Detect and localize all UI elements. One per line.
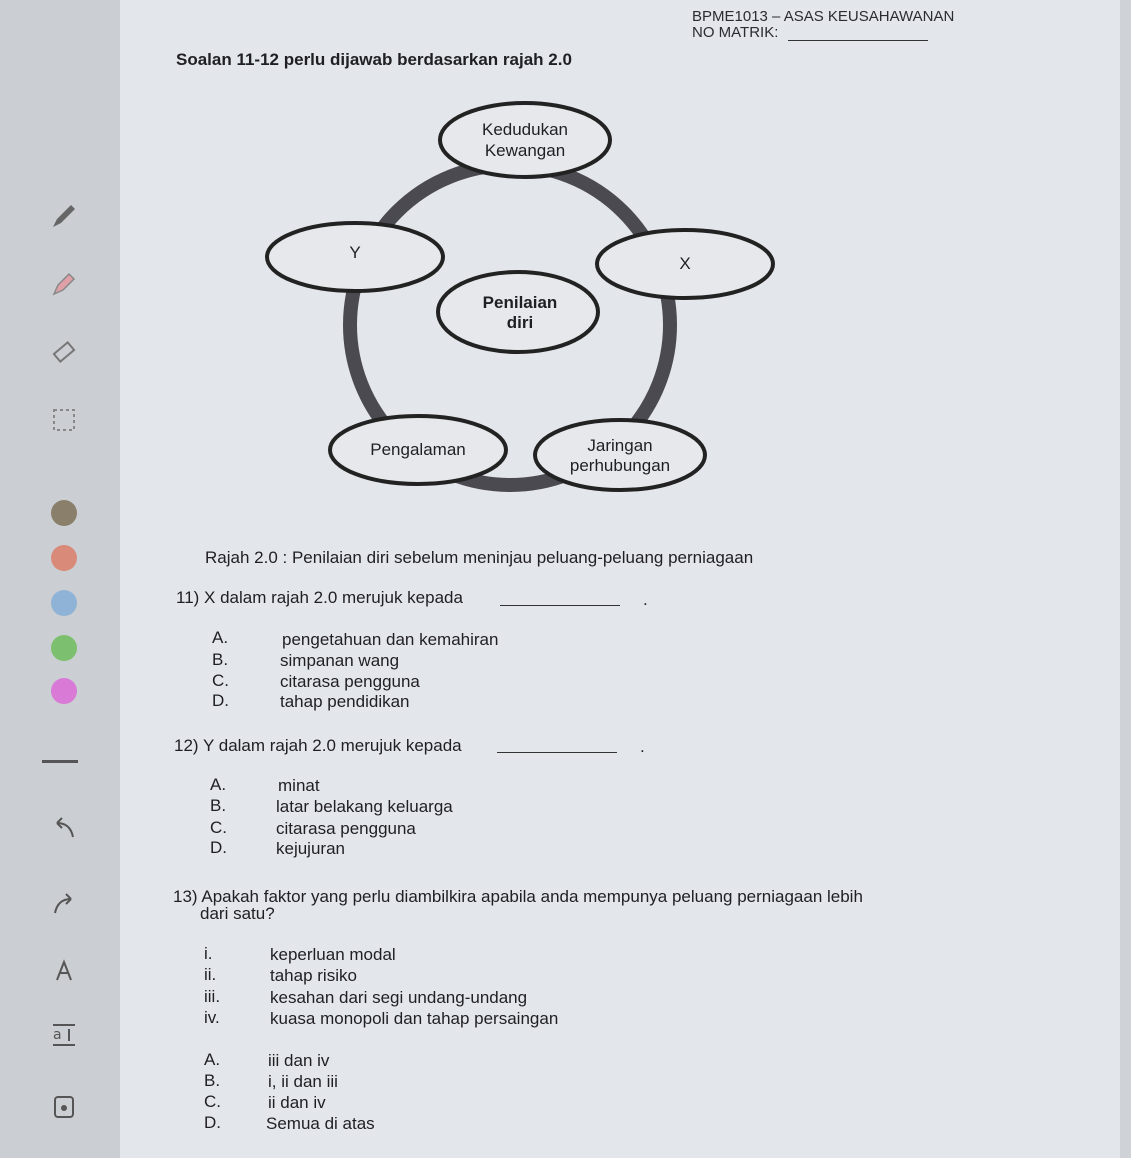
q12-stem: 12) Y dalam rajah 2.0 merujuk kepada [174,736,462,755]
q13-item-num: i. [204,944,213,963]
q13-option-text: Semua di atas [266,1114,375,1133]
q13-item-text: kesahan dari segi undang-undang [270,988,528,1007]
q13-option-letter: B. [204,1071,221,1090]
color-swatch-green[interactable] [51,635,77,661]
q11-blank [500,605,620,606]
q12-option-letter: B. [210,796,227,815]
label-top-2: Kewangan [484,141,566,160]
label-center-2: diri [506,313,534,332]
q13-option-letter: C. [204,1092,221,1111]
lasso-icon[interactable] [48,404,80,436]
label-y: Y [349,243,361,262]
q13-item-text: kuasa monopoli dan tahap persaingan [270,1009,559,1028]
label-bottom-right-2: perhubungan [569,456,671,475]
q13-item-num: iii. [204,987,221,1006]
label-x: X [679,254,691,273]
section-intro: Soalan 11-12 perlu dijawab berdasarkan rajah 2.0 [176,50,572,69]
q13-item-num: ii. [204,965,217,984]
q13-stem-line2: dari satu? [200,904,275,923]
matric-blank-line [788,40,928,41]
text-icon[interactable] [48,955,80,987]
label-center-1: Penilaian [482,293,558,312]
q11-option-text: citarasa pengguna [280,672,420,691]
label-bottom-right-1: Jaringan [587,436,653,455]
q11-option-text: tahap pendidikan [280,692,410,711]
q13-stem-line1: 13) Apakah faktor yang perlu diambilkira apabila anda mempunya peluang perniagaan lebih [173,887,863,906]
q12-blank-end: . [640,737,645,756]
q12-option-text: citarasa pengguna [276,819,416,838]
q11-option-letter: A. [212,628,229,647]
oval-top [440,103,610,177]
undo-icon[interactable] [48,812,80,844]
stroke-width-indicator[interactable] [42,760,78,763]
q12-option-letter: A. [210,775,227,794]
q12-option-letter: D. [210,838,227,857]
q12-option-text: kejujuran [276,839,345,858]
q12-option-text: latar belakang keluarga [276,797,453,816]
q11-option-text: pengetahuan dan kemahiran [282,630,499,649]
q13-item-text: tahap risiko [270,966,357,985]
color-swatch-magenta[interactable] [51,678,77,704]
diagram-caption: Rajah 2.0 : Penilaian diri sebelum meninjau peluang-peluang perniagaan [205,548,754,567]
q11-option-letter: C. [212,671,229,690]
q12-blank [497,752,617,753]
q13-option-letter: A. [204,1050,221,1069]
course-header: BPME1013 – ASAS KEUSAHAWANAN [692,8,955,25]
q11-blank-end: . [643,590,648,609]
q11-option-text: simpanan wang [280,651,400,670]
eraser-icon[interactable] [48,336,80,368]
q12-option-text: minat [278,776,320,795]
highlighter-icon[interactable] [48,268,80,300]
q13-option-text: i, ii dan iii [268,1072,338,1091]
lock-icon[interactable] [48,1090,80,1122]
q13-item-text: keperluan modal [270,945,396,964]
annotation-toolbar [0,0,120,1158]
q11-stem: 11) X dalam rajah 2.0 merujuk kepada [176,588,463,607]
label-top-1: Kedudukan [481,120,569,139]
q13-option-letter: D. [204,1113,221,1132]
q12-option-letter: C. [210,818,227,837]
pen-icon[interactable] [48,200,80,232]
color-swatch-salmon[interactable] [51,545,77,571]
matric-label: NO MATRIK: [692,24,779,41]
q11-option-letter: B. [212,650,229,669]
svg-text:a: a [53,1027,62,1043]
q11-option-letter: D. [212,691,229,710]
color-swatch-brown[interactable] [51,500,77,526]
diagram-rajah-2 [260,100,780,500]
q13-option-text: ii dan iv [268,1093,326,1112]
redo-icon[interactable] [48,888,80,920]
label-bottom-left: Pengalaman [370,440,466,459]
q13-item-num: iv. [204,1008,220,1027]
color-swatch-blue[interactable] [51,590,77,616]
q13-option-text: iii dan iv [268,1051,330,1070]
ocr-icon[interactable] [48,1020,80,1052]
